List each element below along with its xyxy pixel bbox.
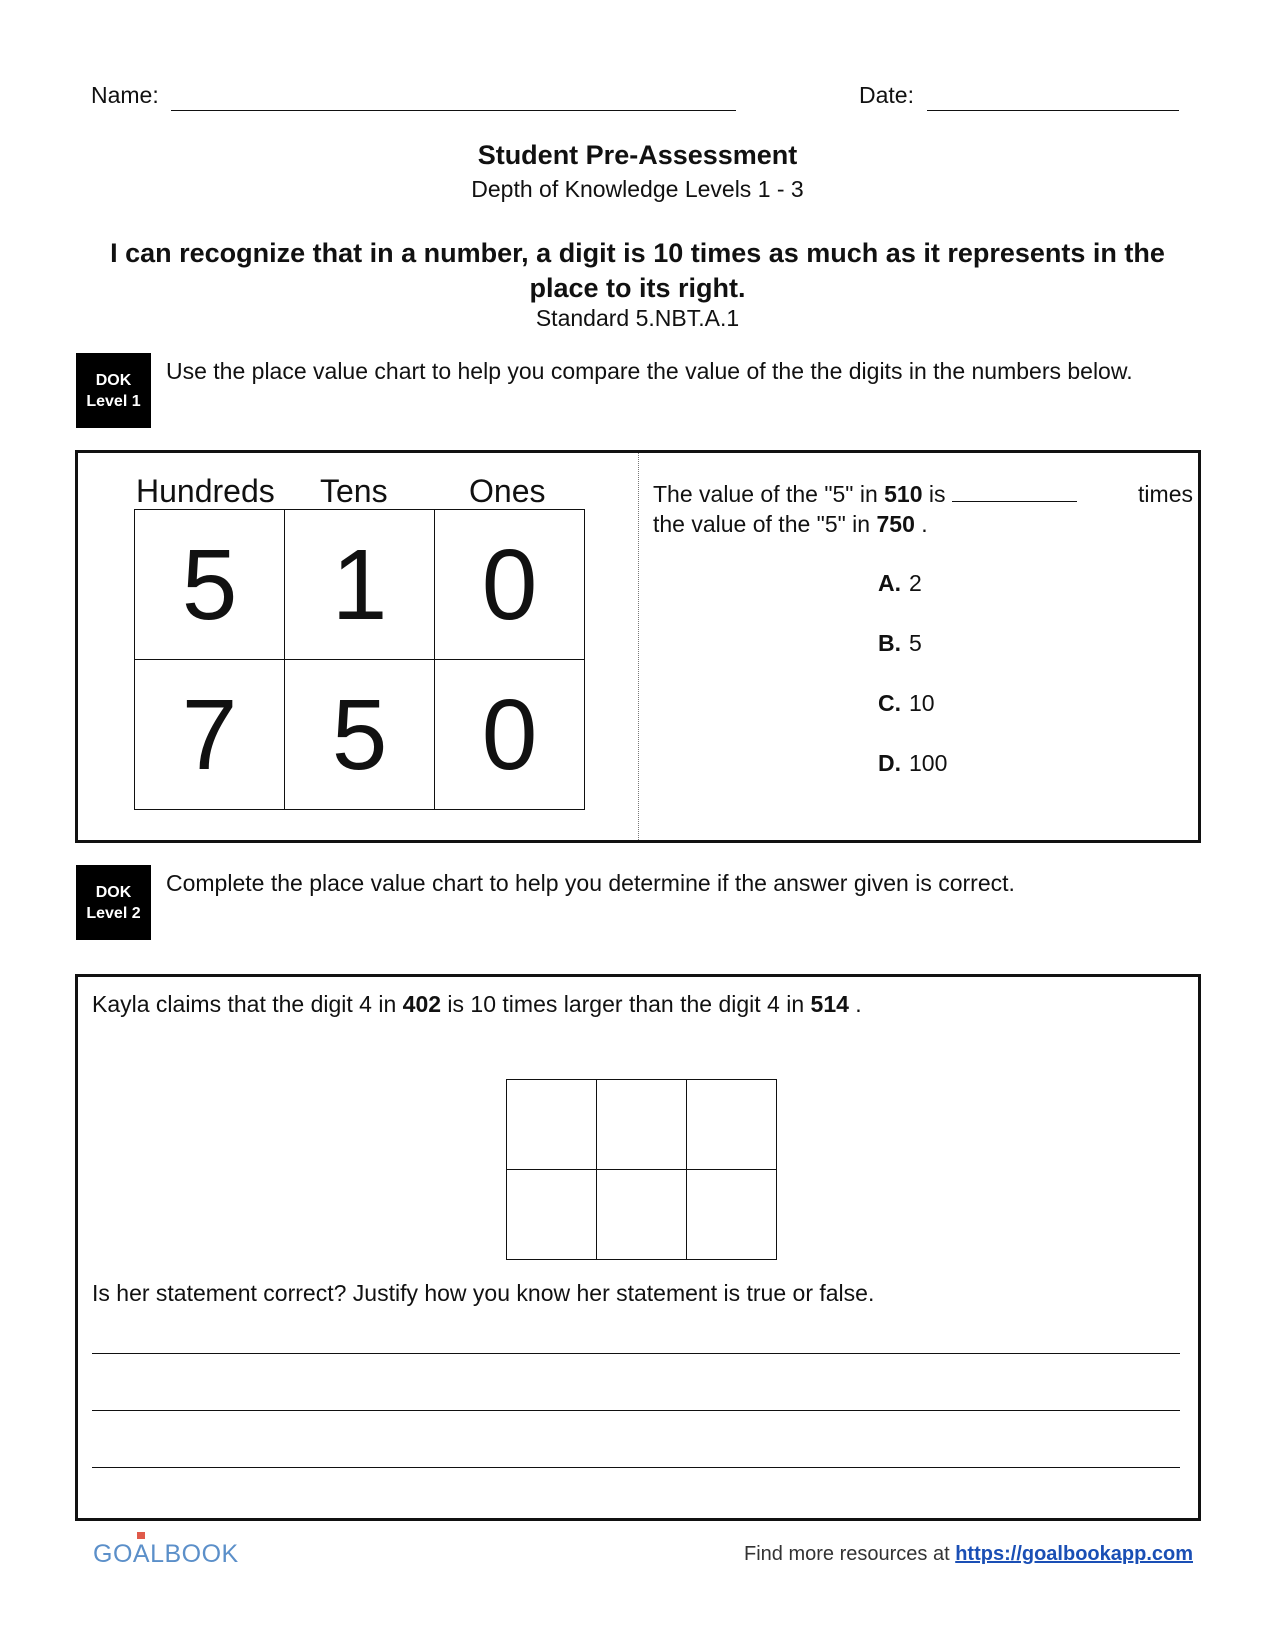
- section2-instructions: Complete the place value chart to help you determine if the answer given is correct.: [166, 870, 1015, 896]
- empty-chart-cell[interactable]: [507, 1170, 597, 1260]
- section1-box: [75, 450, 1201, 843]
- answer-line[interactable]: [92, 1410, 1180, 1411]
- claim-number: 514: [810, 991, 849, 1017]
- page-title: Student Pre-Assessment: [477, 140, 798, 170]
- column-header-hundreds: Hundreds: [136, 473, 275, 509]
- footer-resources: [744, 1543, 1193, 1566]
- column-header-ones: Ones: [469, 473, 546, 509]
- chart-cell: 0: [435, 510, 585, 660]
- chart-cell: 1: [285, 510, 435, 660]
- header-row: [91, 82, 1191, 118]
- choice-c[interactable]: [878, 690, 947, 750]
- chart-cell: 0: [435, 660, 585, 810]
- question-text: The value of the "5" in: [653, 481, 885, 507]
- flag-icon: [137, 1532, 145, 1539]
- choice-letter: D.: [878, 750, 901, 776]
- choice-value: 10: [909, 690, 935, 716]
- place-value-headers: [136, 473, 596, 513]
- answer-choices: [878, 570, 947, 810]
- dok-badge-label: DOK: [95, 883, 132, 901]
- place-value-chart: [134, 509, 585, 810]
- question-text: is: [922, 481, 946, 507]
- answer-line[interactable]: [92, 1467, 1180, 1468]
- logo-text: GOALBOOK: [93, 1540, 239, 1568]
- chart-cell: 5: [285, 660, 435, 810]
- column-header-tens: Tens: [320, 473, 388, 509]
- choice-value: 2: [909, 570, 922, 596]
- answer-line[interactable]: [92, 1353, 1180, 1354]
- section-divider: [638, 453, 639, 840]
- question-1-line-1: [653, 479, 1193, 509]
- choice-letter: C.: [878, 690, 901, 716]
- empty-chart-cell[interactable]: [597, 1080, 687, 1170]
- section1-instructions: Use the place value chart to help you compare the value of the the digits in the numbers below.: [166, 358, 1133, 384]
- dok-badge-label: DOK: [95, 371, 132, 389]
- question-number: 750: [876, 511, 915, 537]
- claim-number: 402: [402, 991, 442, 1017]
- question-text: .: [914, 511, 928, 537]
- choice-value: 5: [909, 630, 922, 656]
- section2-box: [75, 974, 1201, 1521]
- claim-part: .: [848, 991, 862, 1017]
- chart-row: [507, 1080, 777, 1170]
- question-1-line-2: [653, 509, 1193, 539]
- dok-badge-level: Level 1: [86, 392, 141, 410]
- chart-row: [507, 1170, 777, 1260]
- claim-text: [92, 991, 862, 1018]
- choice-b[interactable]: [878, 630, 947, 690]
- choice-value: 100: [909, 750, 948, 776]
- dok-badge-level: Level 2: [86, 904, 141, 922]
- chart-row: [135, 510, 585, 660]
- answer-blank[interactable]: [952, 501, 1077, 502]
- empty-place-value-chart: [506, 1079, 777, 1260]
- claim-part: is 10 times larger than the digit 4 in: [441, 991, 811, 1017]
- claim-part: Kayla claims that the digit 4 in: [92, 991, 403, 1017]
- question-number: 510: [884, 481, 923, 507]
- name-field-line[interactable]: [171, 110, 736, 111]
- goalbook-link[interactable]: https://goalbookapp.com: [955, 1543, 1193, 1565]
- empty-chart-cell[interactable]: [507, 1080, 597, 1170]
- choice-letter: A.: [878, 570, 901, 596]
- footer-label: Find more resources at: [744, 1543, 956, 1565]
- empty-chart-cell[interactable]: [687, 1080, 777, 1170]
- page-subtitle: Depth of Knowledge Levels 1 - 3: [471, 176, 804, 202]
- chart-row: [135, 660, 585, 810]
- chart-cell: 5: [135, 510, 285, 660]
- name-label: Name:: [91, 82, 159, 108]
- choice-d[interactable]: [878, 750, 947, 810]
- dok-level-1-badge: [76, 353, 151, 428]
- goalbook-logo: [93, 1540, 239, 1569]
- justify-question: Is her statement correct? Justify how you know her statement is true or false.: [92, 1280, 875, 1306]
- date-label: Date:: [859, 82, 914, 108]
- chart-cell: 7: [135, 660, 285, 810]
- dok-level-2-badge: [76, 865, 151, 940]
- question-text: times: [1138, 481, 1193, 507]
- choice-a[interactable]: [878, 570, 947, 630]
- empty-chart-cell[interactable]: [687, 1170, 777, 1260]
- learning-objective: I can recognize that in a number, a digit is 10 times as much as it represents in the place to its right.: [110, 238, 1165, 303]
- standard-label: Standard 5.NBT.A.1: [535, 305, 740, 331]
- choice-letter: B.: [878, 630, 901, 656]
- empty-chart-cell[interactable]: [597, 1170, 687, 1260]
- question-text: the value of the "5" in: [653, 511, 877, 537]
- date-field-line[interactable]: [927, 110, 1179, 111]
- question-1-text: [653, 479, 1193, 539]
